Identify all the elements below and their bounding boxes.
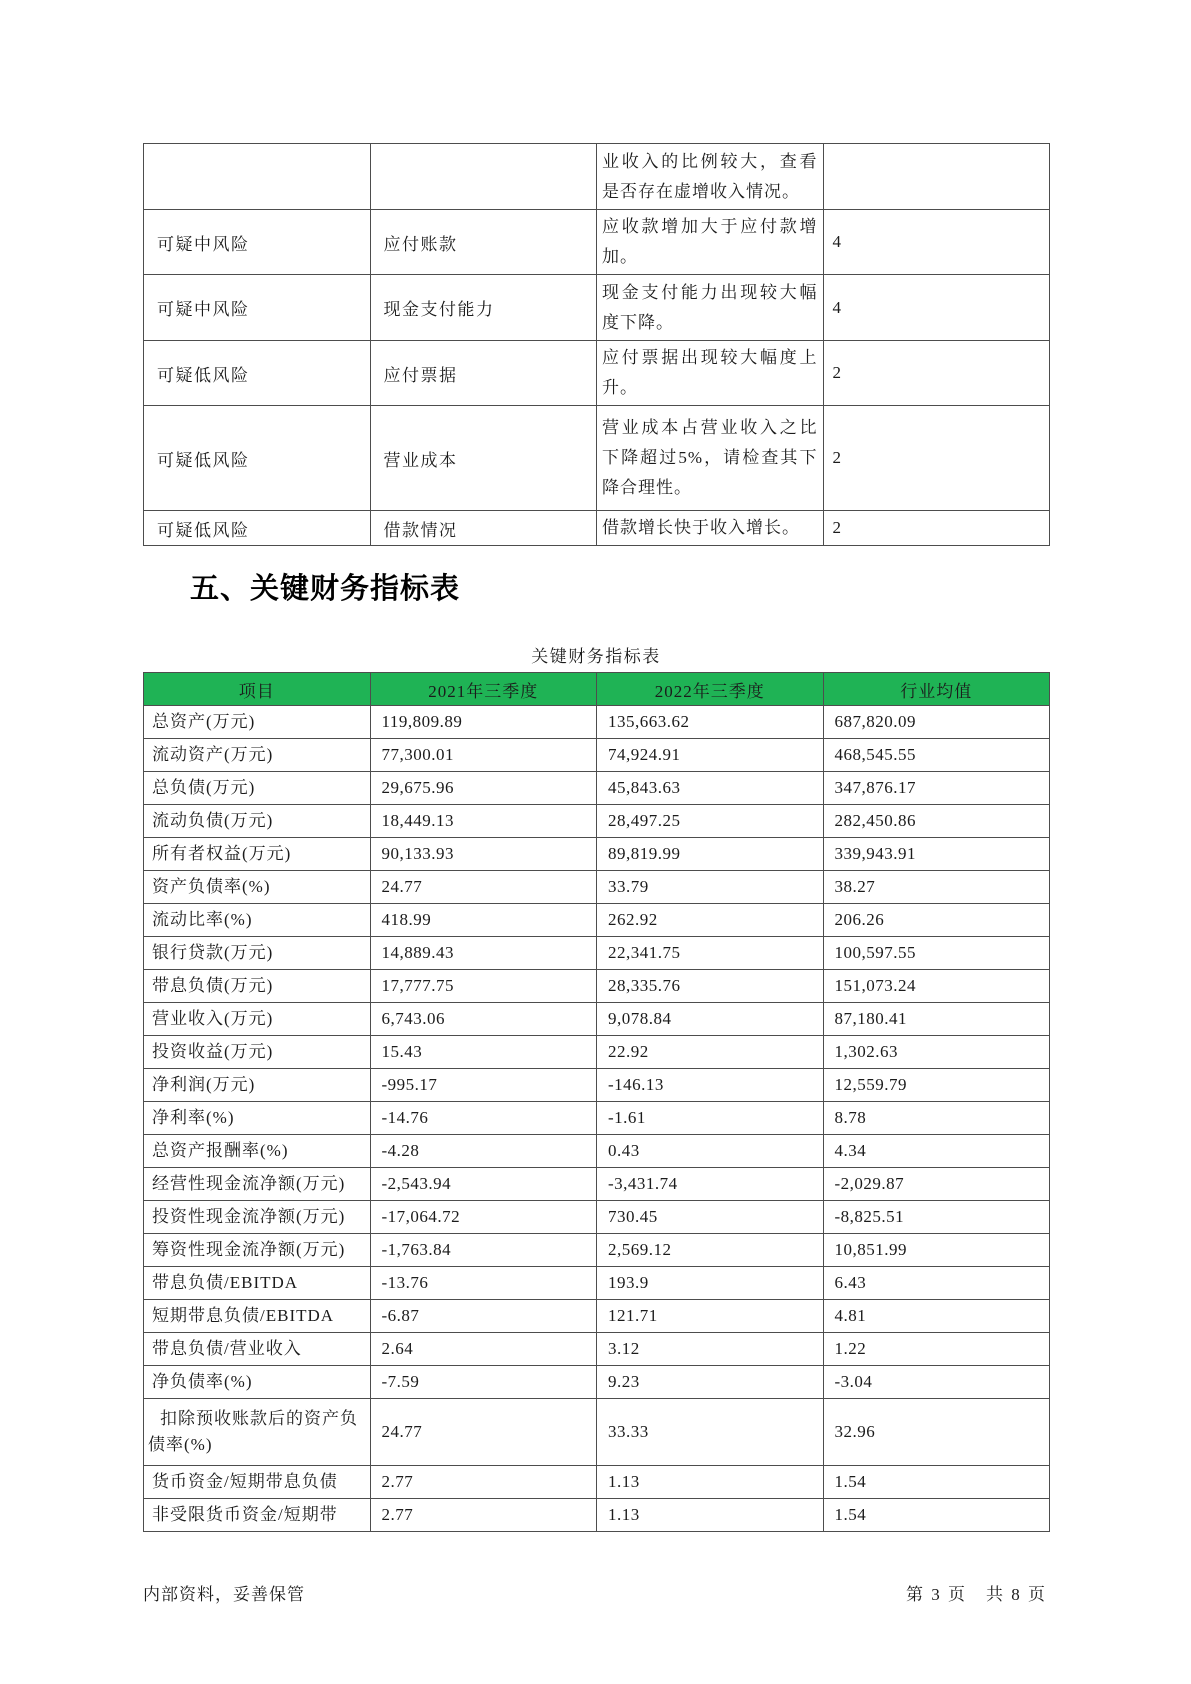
financial-table-row [144, 904, 1050, 937]
value-industry-cell: 1,302.63 [823, 1036, 1050, 1069]
value-2021-cell: -17,064.72 [370, 1201, 597, 1234]
value-2022-cell: 135,663.62 [597, 706, 824, 739]
value-industry-cell: 12,559.79 [823, 1069, 1050, 1102]
value-industry-cell: 468,545.55 [823, 739, 1050, 772]
financial-table-row [144, 1069, 1050, 1102]
financial-table-body [144, 706, 1050, 1532]
financial-table-header [144, 673, 1050, 706]
value-2021-cell: 14,889.43 [370, 937, 597, 970]
indicator-label-cell: 经营性现金流净额(万元) [144, 1168, 371, 1201]
section-heading: 五、关键财务指标表 [190, 573, 461, 605]
value-industry-cell: 6.43 [823, 1267, 1050, 1300]
indicator-label-cell: 流动负债(万元) [144, 805, 371, 838]
financial-table-row [144, 1366, 1050, 1399]
indicator-label-cell: 净负债率(%) [144, 1366, 371, 1399]
indicator-label-cell: 投资收益(万元) [144, 1036, 371, 1069]
value-2022-cell: 121.71 [597, 1300, 824, 1333]
indicator-label-cell: 带息负债/EBITDA [144, 1267, 371, 1300]
value-2022-cell: 0.43 [597, 1135, 824, 1168]
value-2021-cell: 24.77 [370, 871, 597, 904]
value-2022-cell: 2,569.12 [597, 1234, 824, 1267]
risk-desc-text: 营业成本占营业收入之比下降超过5%，请检查其下降合理性。 [602, 418, 818, 497]
risk-score-cell: 2 [823, 341, 1050, 406]
risk-item-cell: 应付票据 [370, 341, 597, 406]
risk-score-cell: 4 [823, 210, 1050, 275]
value-industry-cell: 4.81 [823, 1300, 1050, 1333]
risk-level-cell: 可疑中风险 [144, 275, 371, 341]
risk-desc-cell [597, 341, 824, 406]
financial-table-row [144, 1466, 1050, 1499]
risk-item-cell [370, 144, 597, 210]
value-2021-cell: 2.77 [370, 1466, 597, 1499]
value-industry-cell: -8,825.51 [823, 1201, 1050, 1234]
indicator-label-cell: 投资性现金流净额(万元) [144, 1201, 371, 1234]
indicator-label-cell: 非受限货币资金/短期带 [144, 1499, 371, 1532]
value-industry-cell: 32.96 [823, 1399, 1050, 1466]
risk-score-cell: 2 [823, 406, 1050, 511]
indicator-label-cell: 货币资金/短期带息负债 [144, 1466, 371, 1499]
risk-table-row [144, 341, 1050, 406]
value-2022-cell: 22,341.75 [597, 937, 824, 970]
value-2021-cell: 2.77 [370, 1499, 597, 1532]
value-2022-cell: 33.33 [597, 1399, 824, 1466]
indicator-label-cell: 银行贷款(万元) [144, 937, 371, 970]
value-2021-cell: 6,743.06 [370, 1003, 597, 1036]
risk-table-body [144, 144, 1050, 546]
financial-table-row [144, 772, 1050, 805]
value-2022-cell: 22.92 [597, 1036, 824, 1069]
risk-item-cell: 营业成本 [370, 406, 597, 511]
value-industry-cell: 1.54 [823, 1466, 1050, 1499]
value-industry-cell: -3.04 [823, 1366, 1050, 1399]
financial-table-row [144, 1499, 1050, 1532]
indicator-label-cell: 短期带息负债/EBITDA [144, 1300, 371, 1333]
value-2021-cell: 18,449.13 [370, 805, 597, 838]
value-2021-cell: 119,809.89 [370, 706, 597, 739]
value-industry-cell: 87,180.41 [823, 1003, 1050, 1036]
header-industry-avg: 行业均值 [823, 673, 1050, 706]
value-2021-cell: 90,133.93 [370, 838, 597, 871]
value-industry-cell: 8.78 [823, 1102, 1050, 1135]
financial-table-row [144, 1003, 1050, 1036]
value-industry-cell: 151,073.24 [823, 970, 1050, 1003]
value-industry-cell: 206.26 [823, 904, 1050, 937]
risk-table [143, 143, 1050, 546]
risk-desc-cell [597, 210, 824, 275]
risk-table-row [144, 144, 1050, 210]
indicator-label-cell: 所有者权益(万元) [144, 838, 371, 871]
risk-desc-text: 借款增长快于收入增长。 [602, 518, 800, 537]
risk-table-row [144, 406, 1050, 511]
financial-table-row [144, 1102, 1050, 1135]
value-2021-cell: 24.77 [370, 1399, 597, 1466]
financial-table-section [143, 672, 1050, 1532]
value-2022-cell: 3.12 [597, 1333, 824, 1366]
footer-confidential-note: 内部资料，妥善保管 [143, 1585, 305, 1604]
financial-table-row [144, 1267, 1050, 1300]
value-2022-cell: 730.45 [597, 1201, 824, 1234]
financial-table-row [144, 739, 1050, 772]
value-industry-cell: -2,029.87 [823, 1168, 1050, 1201]
risk-desc-text: 应付票据出现较大幅度上升。 [602, 348, 818, 397]
risk-score-cell: 2 [823, 511, 1050, 546]
value-2022-cell: 74,924.91 [597, 739, 824, 772]
header-2021q3: 2021年三季度 [370, 673, 597, 706]
value-2022-cell: 1.13 [597, 1466, 824, 1499]
footer-page-number: 第 3 页 共 8 页 [906, 1585, 1047, 1604]
risk-table-section [143, 143, 1050, 546]
risk-table-row [144, 511, 1050, 546]
risk-desc-text: 现金支付能力出现较大幅度下降。 [602, 282, 818, 332]
financial-table-row [144, 970, 1050, 1003]
risk-level-cell: 可疑低风险 [144, 341, 371, 406]
indicator-label-cell: 扣除预收账款后的资产负债率(%) [144, 1399, 371, 1466]
indicator-label-cell: 带息负债/营业收入 [144, 1333, 371, 1366]
risk-level-cell [144, 144, 371, 210]
value-industry-cell: 10,851.99 [823, 1234, 1050, 1267]
risk-item-cell: 现金支付能力 [370, 275, 597, 341]
value-2022-cell: 193.9 [597, 1267, 824, 1300]
value-industry-cell: 282,450.86 [823, 805, 1050, 838]
value-2022-cell: 9,078.84 [597, 1003, 824, 1036]
value-2021-cell: -4.28 [370, 1135, 597, 1168]
financial-table-row [144, 1399, 1050, 1466]
financial-table-row [144, 1201, 1050, 1234]
financial-table-row [144, 937, 1050, 970]
value-industry-cell: 1.54 [823, 1499, 1050, 1532]
financial-table-row [144, 871, 1050, 904]
value-2021-cell: 418.99 [370, 904, 597, 937]
value-2022-cell: 45,843.63 [597, 772, 824, 805]
value-2021-cell: -1,763.84 [370, 1234, 597, 1267]
financial-table-row [144, 1333, 1050, 1366]
financial-table-row [144, 1135, 1050, 1168]
value-2022-cell: 1.13 [597, 1499, 824, 1532]
risk-level-cell: 可疑中风险 [144, 210, 371, 275]
value-2022-cell: 262.92 [597, 904, 824, 937]
value-industry-cell: 347,876.17 [823, 772, 1050, 805]
value-industry-cell: 339,943.91 [823, 838, 1050, 871]
value-2021-cell: 77,300.01 [370, 739, 597, 772]
risk-desc-text: 业收入的比例较大，查看是否存在虚增收入情况。 [602, 151, 818, 201]
value-industry-cell: 38.27 [823, 871, 1050, 904]
value-2022-cell: 89,819.99 [597, 838, 824, 871]
value-industry-cell: 4.34 [823, 1135, 1050, 1168]
value-2022-cell: 28,335.76 [597, 970, 824, 1003]
value-2021-cell: 15.43 [370, 1036, 597, 1069]
financial-table-row [144, 1300, 1050, 1333]
value-2021-cell: -2,543.94 [370, 1168, 597, 1201]
value-2021-cell: -6.87 [370, 1300, 597, 1333]
risk-desc-cell [597, 144, 824, 210]
risk-desc-cell [597, 406, 824, 511]
financial-table-row [144, 706, 1050, 739]
value-2022-cell: 28,497.25 [597, 805, 824, 838]
financial-table-row [144, 1168, 1050, 1201]
value-2022-cell: -1.61 [597, 1102, 824, 1135]
value-2022-cell: 33.79 [597, 871, 824, 904]
risk-item-cell: 应付账款 [370, 210, 597, 275]
financial-table-row [144, 838, 1050, 871]
value-industry-cell: 687,820.09 [823, 706, 1050, 739]
value-2021-cell: -995.17 [370, 1069, 597, 1102]
indicator-label-cell: 净利率(%) [144, 1102, 371, 1135]
risk-level-cell: 可疑低风险 [144, 511, 371, 546]
risk-item-cell: 借款情况 [370, 511, 597, 546]
indicator-label-cell: 总负债(万元) [144, 772, 371, 805]
financial-table-title: 关键财务指标表 [531, 647, 661, 666]
value-2021-cell: 29,675.96 [370, 772, 597, 805]
value-2021-cell: 2.64 [370, 1333, 597, 1366]
indicator-label-cell: 净利润(万元) [144, 1069, 371, 1102]
indicator-label-cell: 筹资性现金流净额(万元) [144, 1234, 371, 1267]
risk-table-row [144, 210, 1050, 275]
value-2021-cell: -13.76 [370, 1267, 597, 1300]
financial-header-row [144, 673, 1050, 706]
value-2022-cell: 9.23 [597, 1366, 824, 1399]
value-2022-cell: -146.13 [597, 1069, 824, 1102]
value-2022-cell: -3,431.74 [597, 1168, 824, 1201]
indicator-label-cell: 带息负债(万元) [144, 970, 371, 1003]
risk-table-row [144, 275, 1050, 341]
risk-score-cell: 4 [823, 275, 1050, 341]
value-industry-cell: 100,597.55 [823, 937, 1050, 970]
value-2021-cell: -7.59 [370, 1366, 597, 1399]
indicator-label-cell: 总资产报酬率(%) [144, 1135, 371, 1168]
indicator-label-cell: 营业收入(万元) [144, 1003, 371, 1036]
risk-level-cell: 可疑低风险 [144, 406, 371, 511]
financial-table-row [144, 805, 1050, 838]
financial-table-row [144, 1036, 1050, 1069]
header-item-label: 项目 [144, 673, 371, 706]
financial-table-row [144, 1234, 1050, 1267]
value-industry-cell: 1.22 [823, 1333, 1050, 1366]
value-2021-cell: -14.76 [370, 1102, 597, 1135]
risk-desc-cell [597, 511, 824, 546]
indicator-label-cell: 资产负债率(%) [144, 871, 371, 904]
financial-table [143, 672, 1050, 1532]
risk-score-cell [823, 144, 1050, 210]
indicator-label-cell: 流动资产(万元) [144, 739, 371, 772]
indicator-label-cell: 流动比率(%) [144, 904, 371, 937]
indicator-label-cell: 总资产(万元) [144, 706, 371, 739]
header-2022q3: 2022年三季度 [597, 673, 824, 706]
risk-desc-text: 应收款增加大于应付款增加。 [602, 217, 818, 266]
risk-desc-cell [597, 275, 824, 341]
value-2021-cell: 17,777.75 [370, 970, 597, 1003]
